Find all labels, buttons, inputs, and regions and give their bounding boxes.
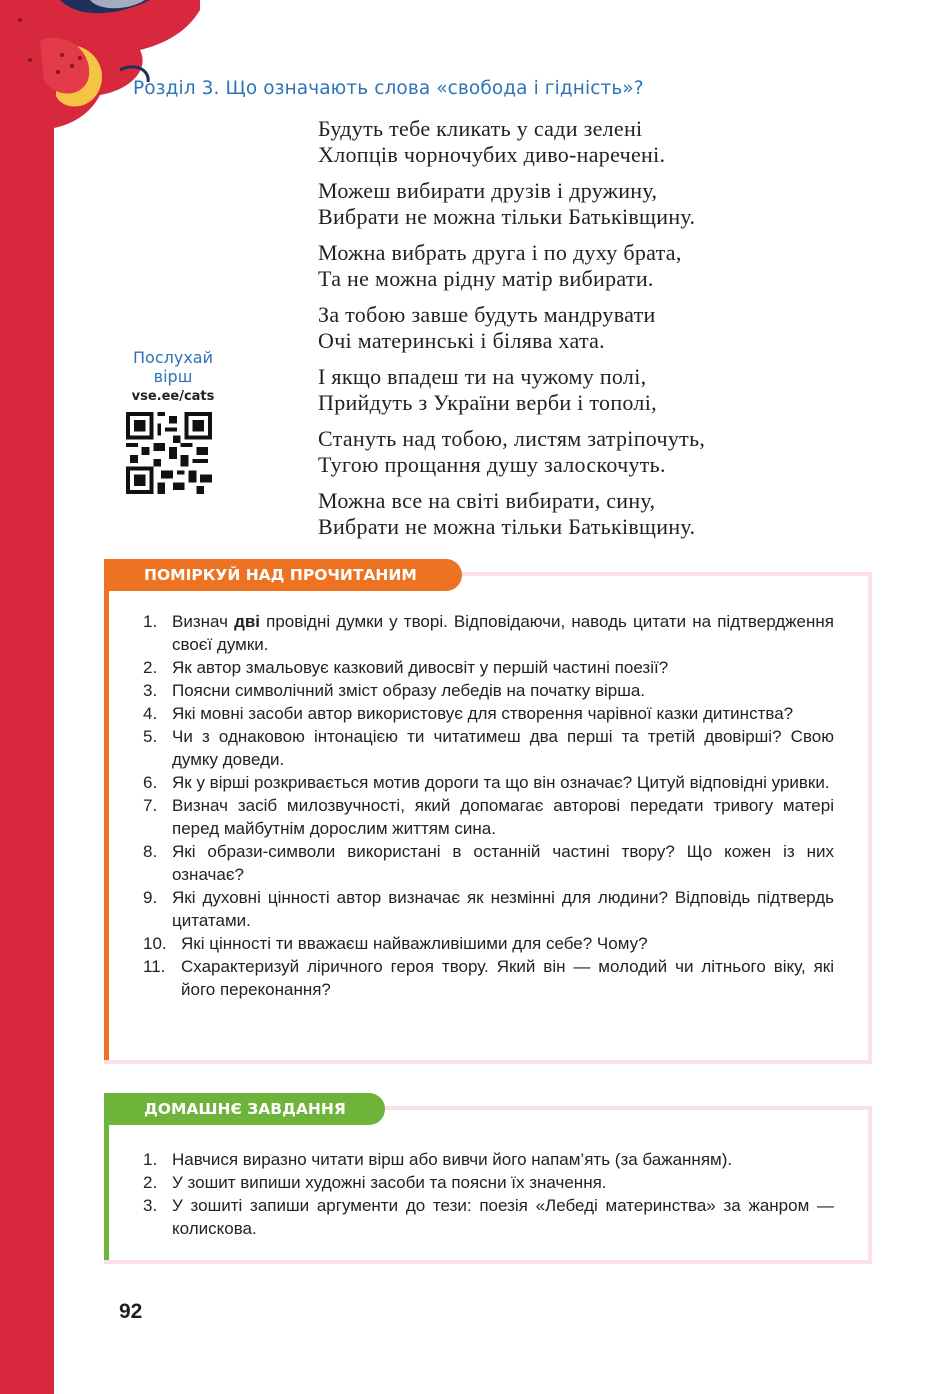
- poem-stanza: [318, 426, 878, 478]
- side-strip: [0, 0, 54, 1394]
- poem-line: І якщо впадеш ти на чужому полі,: [318, 364, 647, 389]
- poem-line: Можеш вибирати друзів і дружину,: [318, 178, 658, 203]
- poem-line: За тобою завше будуть мандрувати: [318, 302, 656, 327]
- poem-line: Та не можна рідну матір вибирати.: [318, 266, 654, 291]
- homework-header: ДОМАШНЄ ЗАВДАННЯ: [104, 1093, 385, 1125]
- list-item: 11. Схарактеризуй ліричного героя твору. Який він — молодий чи літнього віку, які його переконання?: [143, 957, 834, 999]
- decorative-illustration: [0, 0, 200, 140]
- homework-list: [143, 1148, 834, 1240]
- list-item: 5. Чи з однаковою інтонацією ти читатимеш два перші та третій двовірші? Свою думку доведи.: [143, 727, 834, 769]
- list-item: 4. Які мовні засоби автор використовує для створення чарівної казки дитинства?: [143, 704, 794, 723]
- poem-line: Можна все на світі вибирати, сину,: [318, 488, 656, 513]
- poem: [318, 116, 878, 550]
- list-item: 7. Визнач засіб милозвучності, який допомагає авторові передати тривогу матері перед майбутнім дорослим життям сина.: [143, 796, 834, 838]
- qr-caption-line2: вірш: [153, 367, 193, 386]
- poem-stanza: [318, 116, 878, 168]
- qr-url[interactable]: vse.ee/cats: [131, 389, 215, 404]
- poem-stanza: [318, 178, 878, 230]
- poem-line: Вибрати не можна тільки Батьківщину.: [318, 204, 696, 229]
- list-item: 9. Які духовні цінності автор визначає як незмінні для людини? Відповідь підтвердь цитатами.: [143, 888, 834, 930]
- poem-line: Можна вибрать друга і по духу брата,: [318, 240, 682, 265]
- list-item: 3. Поясни символічний зміст образу лебедів на початку вірша.: [143, 681, 646, 700]
- list-item: 8. Які образи-символи використані в останній частині твору? Що кожен із них означає?: [143, 842, 834, 884]
- list-item: 10. Які цінності ти вважаєш найважливішими для себе? Чому?: [143, 934, 648, 953]
- poem-line: Будуть тебе кликать у сади зелені: [318, 116, 643, 141]
- list-item: 1. Навчися виразно читати вірш або вивчи його напам’ять (за бажанням).: [143, 1150, 733, 1169]
- poem-line: Очі материнські і білява хата.: [318, 328, 605, 353]
- page-number: 92: [119, 1300, 143, 1323]
- poem-stanza: [318, 488, 878, 540]
- list-item: 3. У зошиті запиши аргументи до тези: поезія «Лебеді материнства» за жанром — колискова.: [143, 1196, 834, 1238]
- chapter-title: Розділ 3. Що означають слова «свобода і гідність»?: [133, 78, 644, 99]
- qr-block: [118, 348, 228, 494]
- poem-stanza: [318, 302, 878, 354]
- qr-caption-line1: Послухай: [133, 348, 213, 367]
- poem-line: Вибрати не можна тільки Батьківщину.: [318, 514, 696, 539]
- list-item: 2. Як автор змальовує казковий дивосвіт у першій частині поезії?: [143, 658, 669, 677]
- list-item: 6. Як у вірші розкривається мотив дороги та що він означає? Цитуй відповідні уривки.: [143, 773, 830, 792]
- poem-line: Хлопців чорночубих диво-наречені.: [318, 142, 666, 167]
- poem-line: Прийдуть з України верби і тополі,: [318, 390, 657, 415]
- list-item: 1. Визнач дві провідні думки у творі. Відповідаючи, наводь цитати на підтвердження своєї думки.: [143, 612, 834, 654]
- poem-line: Тугою прощання душу залоскочуть.: [318, 452, 666, 477]
- qr-code-icon[interactable]: [125, 412, 213, 494]
- poem-stanza: [318, 364, 878, 416]
- reflect-accent-bar: [104, 576, 109, 1060]
- poem-line: Стануть над тобою, листям затріпочуть,: [318, 426, 706, 451]
- reflect-list: [143, 610, 834, 1001]
- homework-accent-bar: [104, 1110, 109, 1260]
- poem-stanza: [318, 240, 878, 292]
- reflect-header: ПОМІРКУЙ НАД ПРОЧИТАНИМ: [104, 559, 462, 591]
- list-item: 2. У зошит випиши художні засоби та поясни їх значення.: [143, 1173, 607, 1192]
